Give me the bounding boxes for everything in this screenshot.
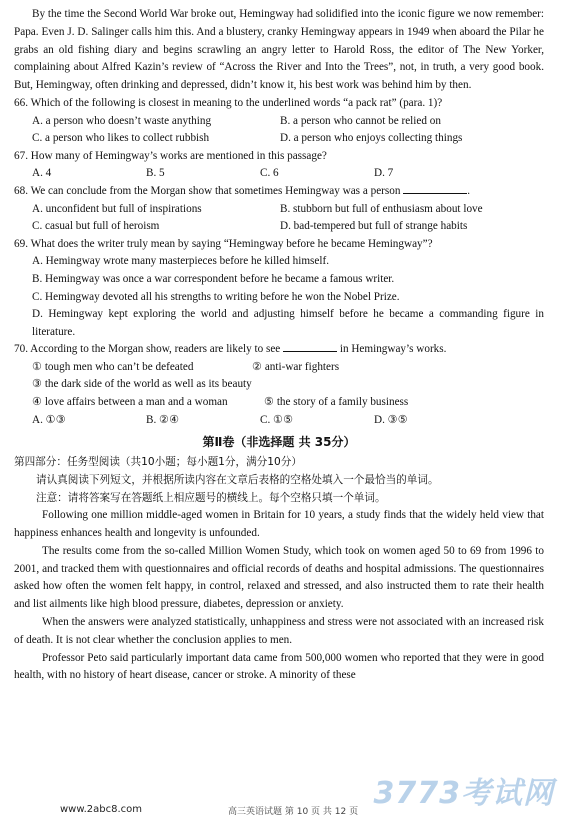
site-watermark-logo: 3773考试网 xyxy=(373,776,554,811)
instruction-1: 请认真阅读下列短文，并根据所读内容在文章后表格的空格处填入一个最恰当的单词。 xyxy=(36,474,439,487)
part-4-heading: 第四部分：任务型阅读（共10小题；每小题1分，满分10分） xyxy=(14,456,302,469)
option-69-d: D. Hemingway kept exploring the world and adjusting himself before he became a commanding figure in literature. xyxy=(32,308,544,338)
question-67-options-row xyxy=(14,165,544,183)
item-70-3: ③ the dark side of the world as well as its beauty xyxy=(32,378,252,391)
footer-url: www.2abc8.com xyxy=(60,804,143,815)
option-68-c: C. casual but full of heroism xyxy=(32,220,160,233)
question-68-stem-end: . xyxy=(467,184,471,197)
section-2-title: 第Ⅱ卷（非选择题 共 35分） xyxy=(202,435,356,450)
answer-blank xyxy=(403,183,467,194)
instruction-2: 注意：请将答案写在答题纸上相应题号的横线上。每个空格只填一个单词。 xyxy=(36,492,386,505)
option-67-c: C. 6 xyxy=(260,167,279,180)
passage-paragraph-4: Professor Peto said particularly important data came from 500,000 women who reported that they were in good health, with no history of heart disease, cancer or stroke. A minority of these xyxy=(14,651,544,682)
question-68-options-row-1 xyxy=(14,201,544,219)
option-69-b: B. Hemingway was once a war correspondent before he became a famous writer. xyxy=(32,272,395,285)
option-68-d: D. bad-tempered but full of strange habits xyxy=(280,220,468,233)
option-67-d: D. 7 xyxy=(374,167,394,180)
exam-page xyxy=(14,6,544,685)
passage-paragraph-1: Following one million middle-aged women in Britain for 10 years, a study finds that the widely held view that happiness enhances health and longevity is unfounded. xyxy=(14,509,544,540)
question-70-items-row-1 xyxy=(14,359,544,377)
question-68-options-row-2 xyxy=(14,218,544,236)
answer-blank xyxy=(283,341,337,352)
option-70-b: B. ②④ xyxy=(146,413,180,426)
question-70-stem-end: in Hemingway’s works. xyxy=(339,343,447,356)
question-66-options-row-1 xyxy=(14,113,544,131)
option-70-c: C. ①⑤ xyxy=(260,413,294,426)
item-70-4: ④ love affairs between a man and a woman xyxy=(32,396,228,409)
option-66-b: B. a person who cannot be relied on xyxy=(280,114,441,127)
question-68-stem xyxy=(14,183,544,201)
question-70-options-row xyxy=(14,412,544,430)
option-68-a: A. unconfident but full of inspirations xyxy=(32,202,202,215)
question-66-options-row-2 xyxy=(14,130,544,148)
passage-intro: By the time the Second World War broke out, Hemingway had solidified into the iconic figure we now remember: Papa. Even J. D. Salinger calls him this. And a blustery, cranky Hemingway appears in 1949 when aboard the Pilar he grabs an old fishing diary and begins scrawling an angry letter to Harold Ross, the editor of The New Yorker, complaining about Alfred Kazin’s review of “Across the River and Into the Trees”, not, in truth, a very good book. But, Hemingway, often drinking and depressed, didn’t know it, his best work was behind him by then. xyxy=(14,8,544,92)
option-70-d: D. ③⑤ xyxy=(374,413,408,426)
option-67-a: A. 4 xyxy=(32,167,52,180)
passage-paragraph-2: The results come from the so-called Million Women Study, which took on women aged 50 to 69 from 1996 to 2001, and tracked them with questionnaires and official records of deaths and hospital admissions. The questionnaires asked how often the women felt happy, in control, relaxed and stressed, and also instructed them to rate their health and list ailments like high blood pressure, diabetes, depression or anxiety. xyxy=(14,544,544,611)
question-69-stem: 69. What does the writer truly mean by saying “Hemingway before he became Hemingway”? xyxy=(14,237,433,250)
question-70-items-row-2 xyxy=(14,394,544,412)
footer-page-number: 高三英语试题 第 10 页 共 12 页 xyxy=(228,807,359,817)
option-69-c: C. Hemingway devoted all his strengths to writing before he won the Nobel Prize. xyxy=(32,290,400,303)
item-70-1: ① tough men who can’t be defeated xyxy=(32,360,194,373)
option-68-b: B. stubborn but full of enthusiasm about love xyxy=(280,202,483,215)
option-66-c: C. a person who likes to collect rubbish xyxy=(32,132,210,145)
passage-paragraph-3: When the answers were analyzed statistically, unhappiness and stress were not associated with an increased risk of death. It is not clear whether the conclusion applies to men. xyxy=(14,616,544,646)
question-70-stem-text: 70. According to the Morgan show, readers are likely to see xyxy=(14,343,281,356)
item-70-2: ② anti-war fighters xyxy=(252,360,340,373)
question-70-stem xyxy=(14,341,544,359)
question-66-stem: 66. Which of the following is closest in meaning to the underlined words “a pack rat” (para. 1)? xyxy=(14,96,443,109)
option-69-a: A. Hemingway wrote many masterpieces before he killed himself. xyxy=(32,255,329,268)
option-67-b: B. 5 xyxy=(146,167,165,180)
question-67-stem: 67. How many of Hemingway’s works are mentioned in this passage? xyxy=(14,149,327,162)
question-68-stem-text: 68. We can conclude from the Morgan show that sometimes Hemingway was a person xyxy=(14,184,401,197)
option-66-a: A. a person who doesn’t waste anything xyxy=(32,114,212,127)
item-70-5: ⑤ the story of a family business xyxy=(264,396,409,409)
page-footer xyxy=(0,776,572,826)
option-70-a: A. ①③ xyxy=(32,413,66,426)
option-66-d: D. a person who enjoys collecting things xyxy=(280,132,463,145)
